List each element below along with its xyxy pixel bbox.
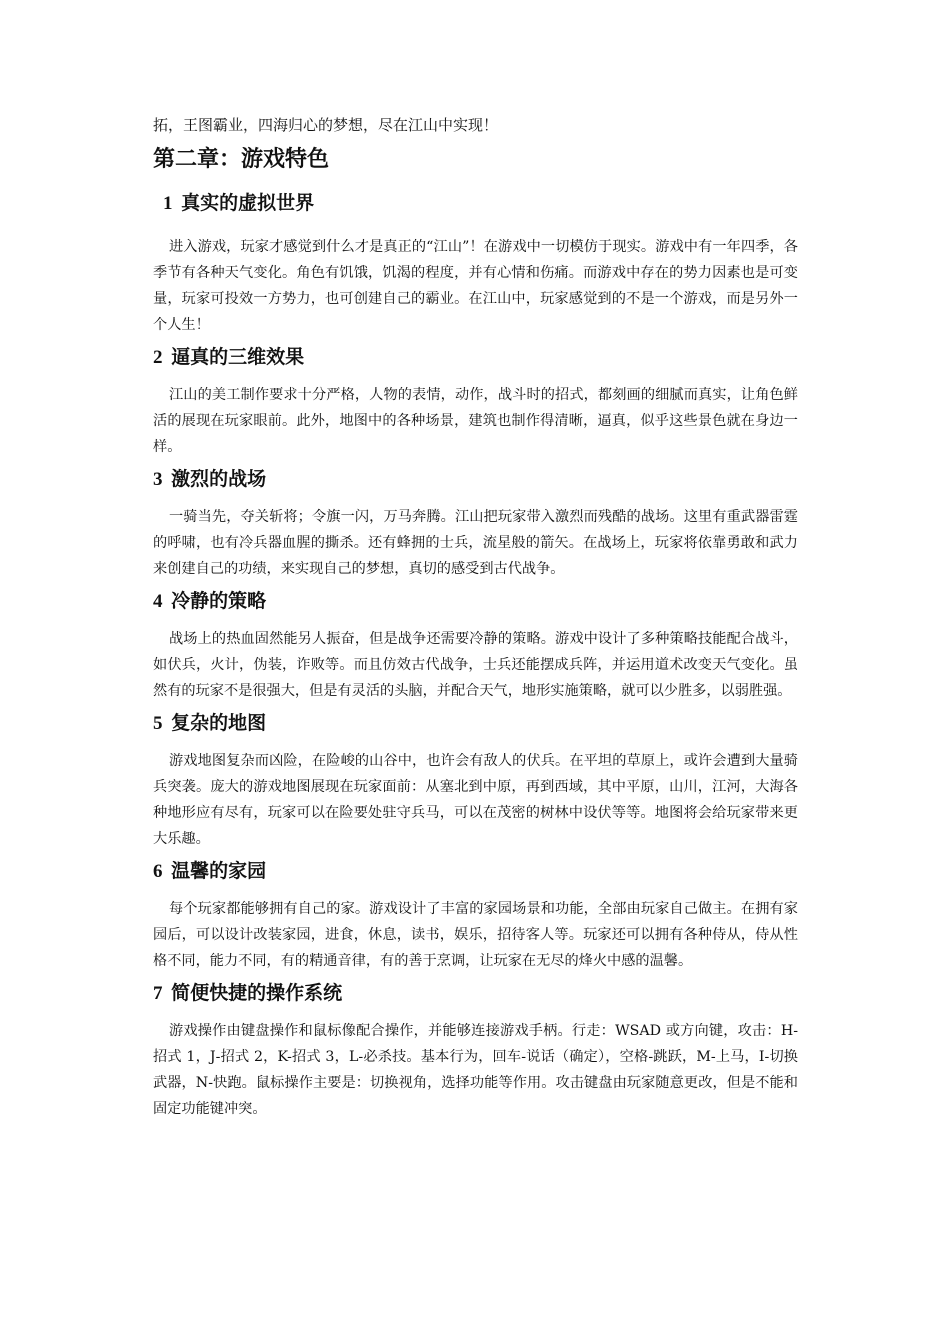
- section-title: [153, 857, 798, 886]
- section-number: 6: [153, 861, 163, 882]
- section-number: 1: [163, 193, 173, 214]
- section-5: [153, 709, 798, 852]
- section-title: [153, 343, 798, 372]
- section-body: 游戏地图复杂而凶险，在险峻的山谷中，也许会有敌人的伏兵。在平坦的草原上，或许会遭到大量骑兵突袭。庞大的游戏地图展现在玩家面前：从塞北到中原，再到西域，其中平原，山川，江河，大海各种地形应有尽有，玩家可以在险要处驻守兵马，可以在茂密的树林中设伏等等。地图将会给玩家带来更大乐趣。: [153, 753, 798, 847]
- section-title: [153, 465, 798, 494]
- section-number: 7: [153, 983, 163, 1004]
- section-title-text: 复杂的地图: [171, 712, 267, 734]
- chapter-title: 第二章：游戏特色: [153, 147, 330, 172]
- section-body: 江山的美工制作要求十分严格，人物的表情，动作，战斗时的招式，都刻画的细腻而真实，让角色鲜活的展现在玩家眼前。此外，地图中的各种场景，建筑也制作得清晰，逼真，似乎这些景色就在身边一样。: [153, 387, 798, 455]
- section-1: [153, 189, 798, 338]
- section-number: 5: [153, 713, 163, 734]
- section-title: [163, 189, 798, 218]
- section-title-text: 冷静的策略: [171, 590, 267, 612]
- section-number: 4: [153, 591, 163, 612]
- section-title-text: 激烈的战场: [171, 468, 267, 490]
- section-title: [153, 709, 798, 738]
- section-body: 一骑当先，夺关斩将；令旗一闪，万马奔腾。江山把玩家带入激烈而残酷的战场。这里有重武器雷霆的呼啸，也有冷兵器血腥的撕杀。还有蜂拥的士兵，流星般的箭矢。在战场上，玩家将依靠勇敢和武力来创建自己的功绩，来实现自己的梦想，真切的感受到古代战争。: [153, 509, 798, 577]
- section-title-text: 真实的虚拟世界: [181, 192, 315, 214]
- section-title: [153, 979, 798, 1008]
- section-7: [153, 979, 798, 1122]
- section-6: [153, 857, 798, 974]
- section-body: 进入游戏，玩家才感觉到什么才是真正的“江山”！在游戏中一切模仿于现实。游戏中有一年四季，各季节有各种天气变化。角色有饥饿，饥渴的程度，并有心情和伤痛。而游戏中存在的势力因素也是可变量，玩家可投效一方势力，也可创建自己的霸业。在江山中，玩家感觉到的不是一个游戏，而是另外一个人生！: [153, 239, 798, 333]
- lead-text: 拓，王图霸业，四海归心的梦想，尽在江山中实现！: [153, 116, 499, 134]
- section-number: 2: [153, 347, 163, 368]
- section-body: 游戏操作由键盘操作和鼠标像配合操作，并能够连接游戏手柄。行走：WSAD 或方向键，攻击：H-招式 1，J-招式 2，K-招式 3，L-必杀技。基本行为，回车-说话（确定），空格-跳跃，M-上马，I-切换武器，N-快跑。鼠标操作主要是：切换视角，选择功能等作用。攻击键盘由玩家随意更改，但是不能和固定功能键冲突。: [153, 1023, 798, 1117]
- section-title-text: 温馨的家园: [171, 860, 267, 882]
- section-3: [153, 465, 798, 582]
- section-title: [153, 587, 798, 616]
- section-4: [153, 587, 798, 704]
- section-number: 3: [153, 469, 163, 490]
- section-body: 战场上的热血固然能另人振奋，但是战争还需要冷静的策略。游戏中设计了多种策略技能配合战斗，如伏兵，火计，伪装，诈败等。而且仿效古代战争，士兵还能摆成兵阵，并运用道术改变天气变化。虽然有的玩家不是很强大，但是有灵活的头脑，并配合天气，地形实施策略，就可以少胜多，以弱胜强。: [153, 631, 798, 699]
- section-body: 每个玩家都能够拥有自己的家。游戏设计了丰富的家园场景和功能，全部由玩家自己做主。在拥有家园后，可以设计改装家园，进食，休息，读书，娱乐，招待客人等。玩家还可以拥有各种侍从，侍从性格不同，能力不同，有的精通音律，有的善于烹调，让玩家在无尽的烽火中感的温馨。: [153, 901, 798, 969]
- section-2: [153, 343, 798, 460]
- section-title-text: 简便快捷的操作系统: [171, 982, 343, 1004]
- section-title-text: 逼真的三维效果: [171, 346, 305, 368]
- document-page: [153, 112, 798, 1127]
